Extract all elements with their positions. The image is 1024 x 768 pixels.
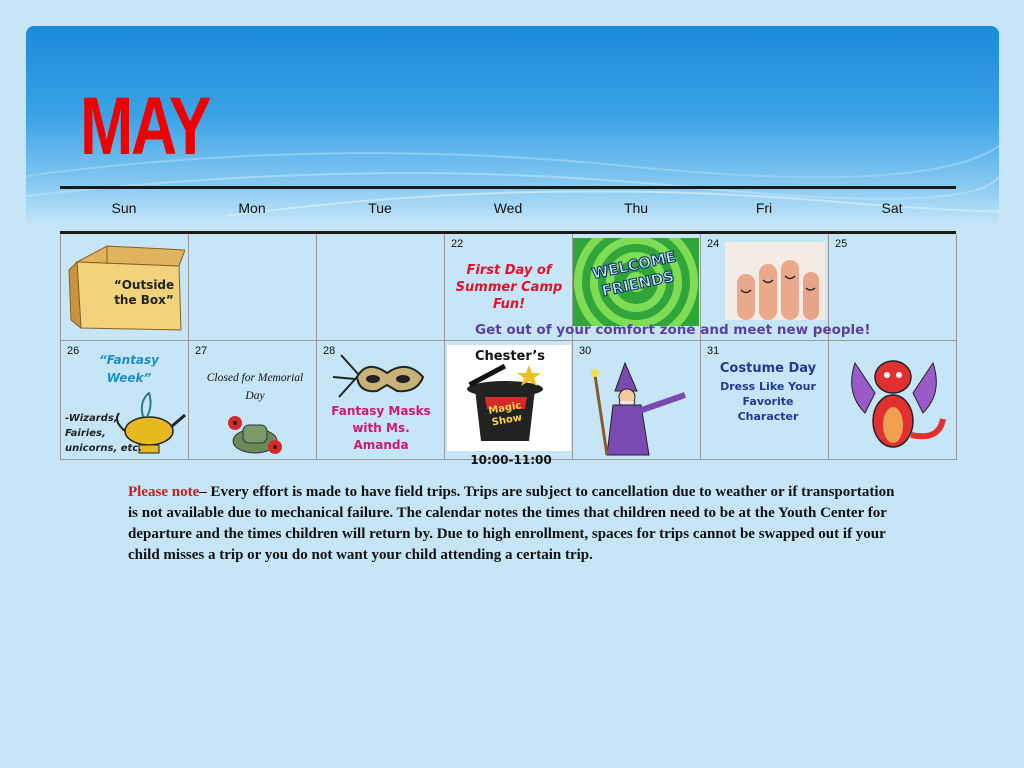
- welcome-sign-text: WELCOME FRIENDS: [590, 247, 678, 301]
- day-number: 30: [579, 345, 592, 357]
- box-caption: “Outside the Box”: [113, 278, 175, 307]
- day-cell-mon-w2: [189, 341, 317, 460]
- day-number: 25: [835, 238, 848, 250]
- costume-day-title: Costume Day: [719, 361, 817, 376]
- event-first-day: First Day of Summer Camp Fun!: [455, 263, 563, 312]
- day-cell-sun-w2: [61, 341, 189, 460]
- footnote-body: – Every effort is made to have field trips. Trips are subject to cancellation due to weather or if transportation is not available due to mechanical failure. The calendar notes the times that children need to be at the Youth Center for departure and the times children will return by. Due to high enrollment, spaces for trips cannot be swapped out if your child misses a trip or you do not want your child attending a certain trip.: [128, 484, 895, 563]
- header-rule: [60, 186, 956, 189]
- red-dragon-icon: [835, 343, 953, 457]
- day-number: 31: [707, 345, 720, 357]
- comfort-zone-banner: Get out of your comfort zone and meet new people!: [475, 322, 871, 338]
- fantasy-week-title: “Fantasy Week”: [99, 353, 159, 385]
- month-title: MAY: [80, 81, 210, 172]
- chesters-title: Chester’s: [474, 349, 545, 364]
- day-number: 22: [451, 238, 464, 250]
- footnote-lead: Please note: [128, 484, 200, 500]
- magic-show-hat-text: Magic Show: [487, 400, 523, 429]
- day-cell-wed-w2: [445, 341, 573, 467]
- magic-show-time: 10:00-11:00: [470, 453, 552, 467]
- event-closed: Closed for Memorial Day: [206, 372, 304, 402]
- day-cell-sat-w2: [829, 341, 957, 460]
- weekday-label: Mon: [238, 200, 266, 216]
- day-number: 27: [195, 345, 208, 357]
- poppy-hat-icon: [225, 411, 285, 457]
- fantasy-week-subtitle: -Wizards, Fairies, unicorns, etc.: [65, 413, 143, 454]
- calendar-grid: [60, 234, 956, 467]
- day-cell-mon-w1: [189, 234, 317, 341]
- weekday-label: Sat: [881, 200, 903, 216]
- day-cell-tue-w1: [317, 234, 445, 341]
- day-number: 24: [707, 238, 720, 250]
- weekday-header-row: [60, 200, 956, 222]
- day-cell-thu-w2: [573, 341, 701, 460]
- weekday-label: Thu: [623, 200, 649, 216]
- weekday-label: Sun: [111, 200, 137, 216]
- day-cell-fri-w2: [701, 341, 829, 460]
- day-cell-tue-w2: [317, 341, 445, 460]
- day-cell-sun-w1: [61, 234, 189, 341]
- weekday-label: Fri: [755, 200, 773, 216]
- day-number: 28: [323, 345, 336, 357]
- footnote-paragraph: [128, 482, 908, 566]
- wizard-icon: [585, 355, 693, 459]
- venetian-mask-icon: [327, 347, 439, 405]
- event-fantasy-masks: Fantasy Masks with Ms. Amanda: [331, 404, 431, 452]
- weekday-label: Wed: [493, 200, 523, 216]
- day-number: 26: [67, 345, 80, 357]
- finger-smiley-image: [725, 242, 825, 320]
- costume-day-subtitle: Dress Like Your Favorite Character: [720, 380, 816, 423]
- weekday-label: Tue: [368, 200, 392, 216]
